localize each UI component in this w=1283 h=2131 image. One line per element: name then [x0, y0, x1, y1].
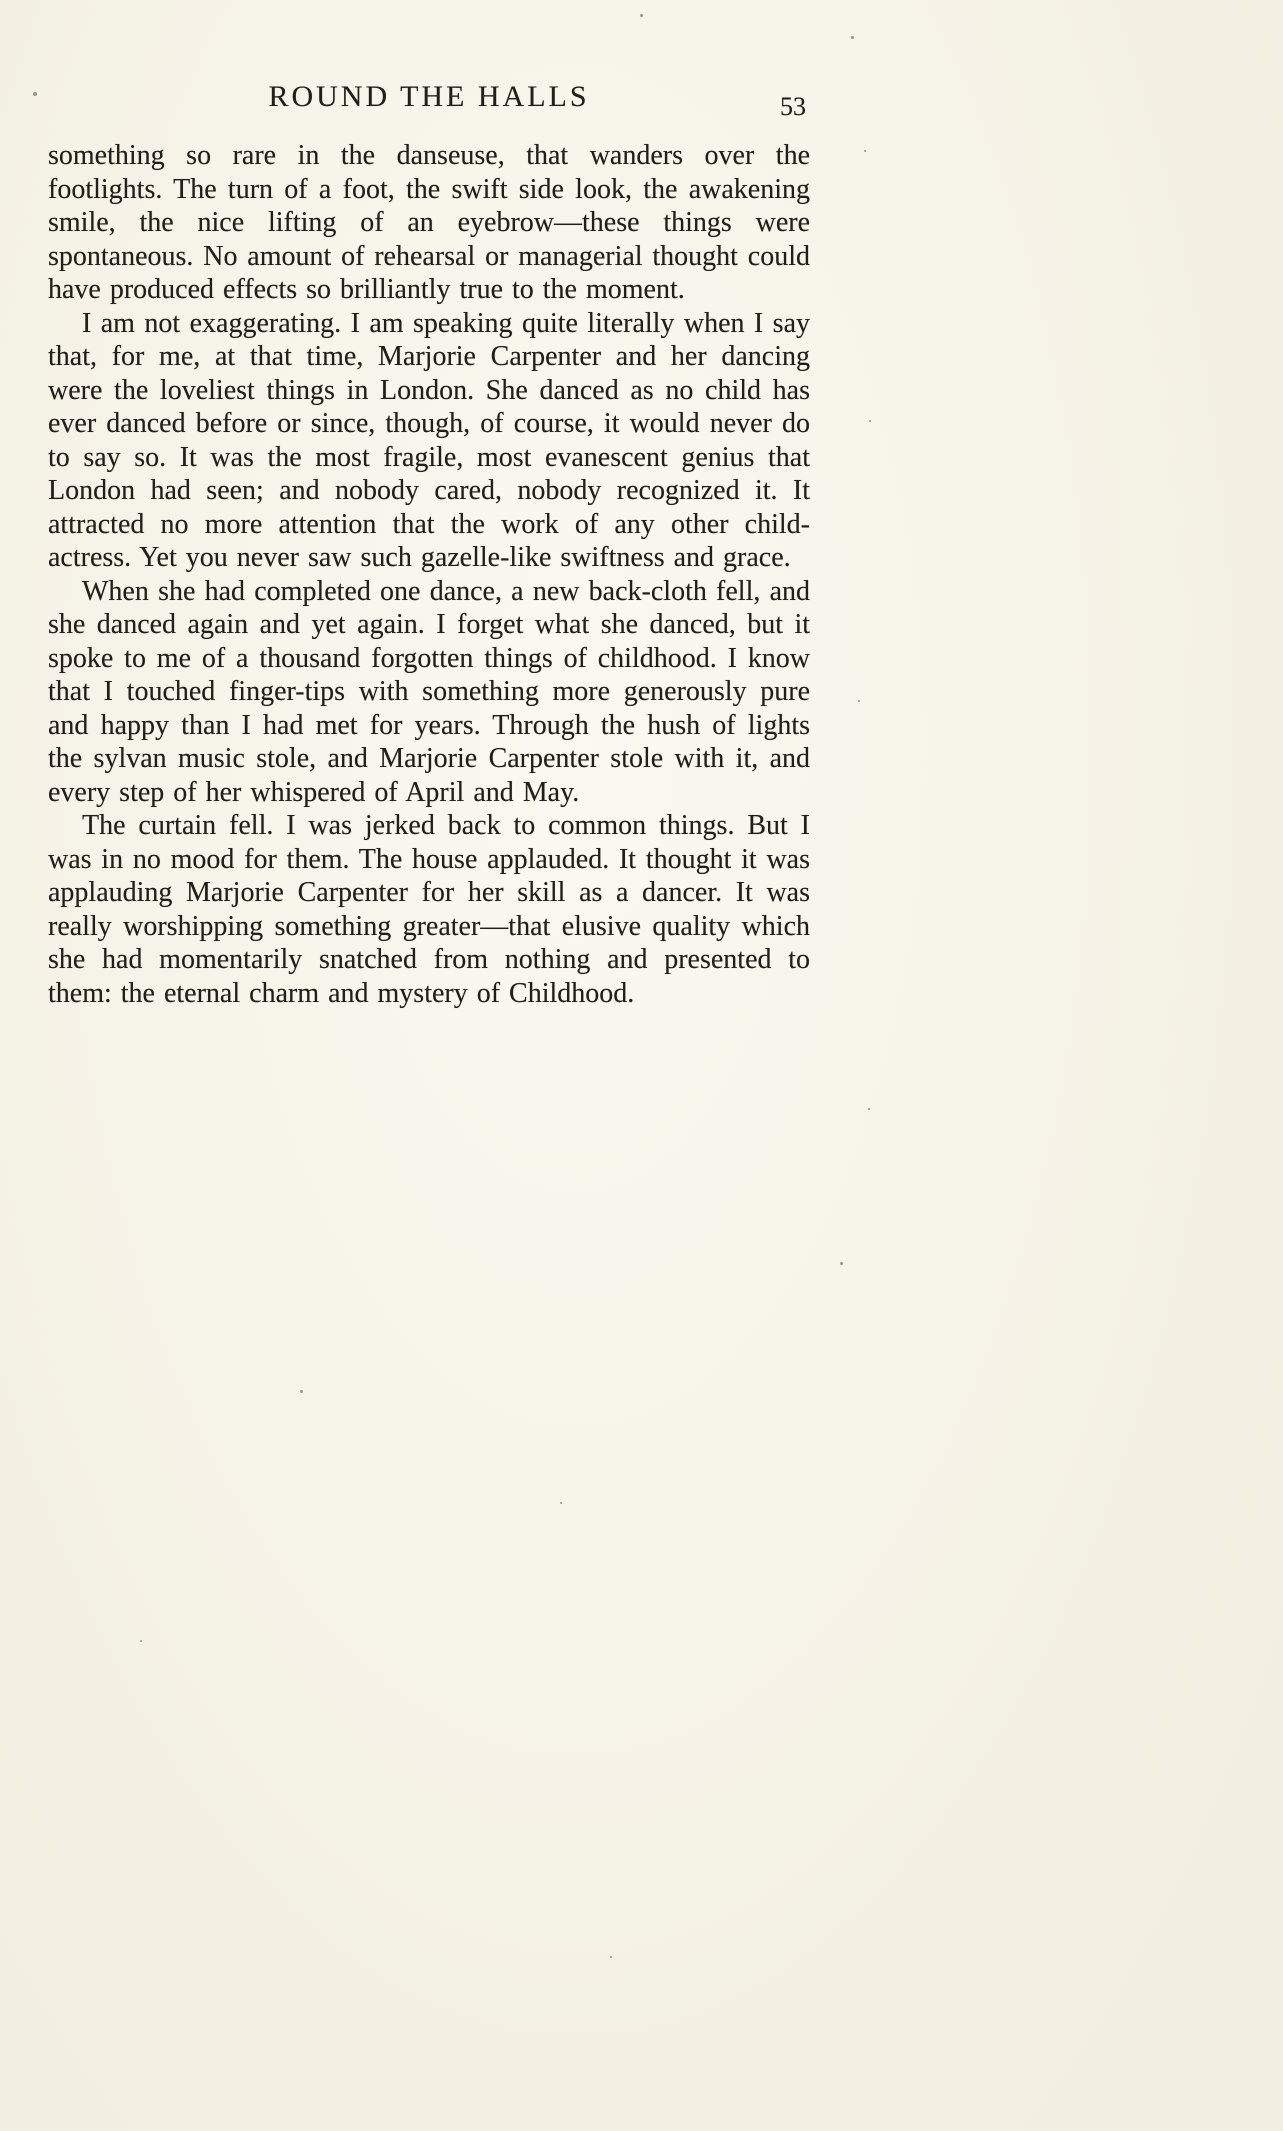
paragraph: The curtain fell. I was jerked back to common things. But I was in no mood for them. The house applauded. It thought it was applauding Marjorie Carpenter for her skill as a dancer. It was really worshipping something greater—that elusive quality which she had momentarily snatched from nothing and presented to them: the eternal charm and mystery of Childhood.	[48, 810, 810, 1009]
scan-speck	[610, 1956, 612, 1958]
scan-speck	[851, 36, 854, 39]
scan-speck	[300, 1390, 303, 1393]
scan-speck	[560, 1502, 562, 1504]
scan-speck	[868, 1108, 870, 1110]
paragraph: I am not exaggerating. I am speaking quite literally when I say that, for me, at that time, Marjorie Carpenter and her dancing were the loveliest things in London. She danced as no child has ever danced before or since, though, of course, it would never do to say so. It was the most fragile, most evanescent genius that London had seen; and nobody cared, nobody recognized it. It attracted no more attention that the work of any other child-actress. Yet you never saw such gazelle-like swiftness and grace.	[48, 307, 810, 573]
scan-speck	[858, 700, 860, 702]
scan-speck	[640, 14, 643, 17]
scan-speck	[869, 420, 871, 422]
text-block	[48, 139, 810, 1010]
paragraph: When she had completed one dance, a new back-cloth fell, and she danced again and yet again. I forget what she danced, but it spoke to me of a thousand forgotten things of childhood. I know that I touched finger-tips with something more generously pure and happy than I had met for years. Through the hush of lights the sylvan music stole, and Marjorie Carpenter stole with it, and every step of her whispered of April and May.	[48, 575, 810, 808]
scan-speck	[33, 92, 37, 96]
page-header	[48, 80, 810, 126]
paragraph: something so rare in the danseuse, that wanders over the footlights. The turn of a foot, the swift side look, the awakening smile, the nice lifting of an eyebrow—these things were spontaneous. No amount of rehearsal or managerial thought could have produced effects so brilliantly true to the moment.	[48, 140, 810, 305]
scan-speck	[140, 1640, 142, 1642]
scan-speck	[840, 1262, 843, 1265]
page-number: 53	[780, 92, 806, 121]
running-title: ROUND THE HALLS	[268, 80, 590, 113]
scan-speck	[864, 150, 866, 152]
